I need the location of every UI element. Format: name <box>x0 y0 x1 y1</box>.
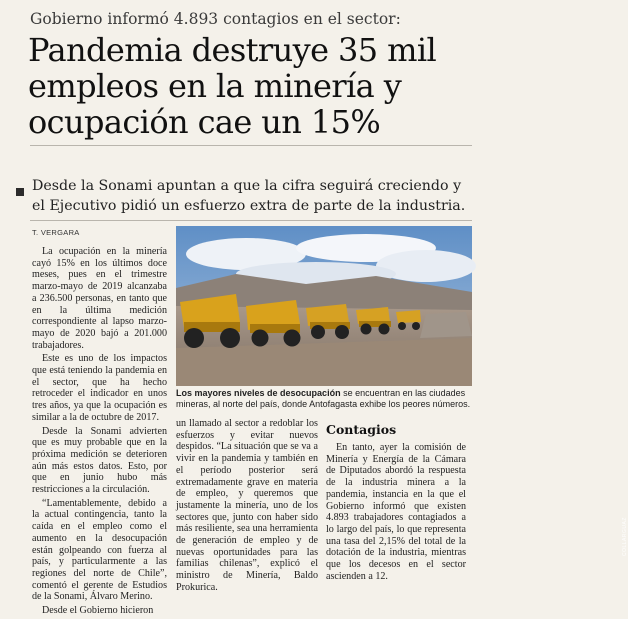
byline: T. VERGARA <box>32 228 80 237</box>
photo-credit: COLLARGUAZ <box>622 517 628 556</box>
paragraph: Este es uno de los impactos que está teniendo la pandemia en el sector, que ha hecho retroceder el indicador en unos tres años, ya que la ocupación es similar a la de octubre de 2017. <box>32 353 167 423</box>
body-column-2 <box>176 418 318 596</box>
divider <box>30 145 472 146</box>
paragraph: En tanto, ayer la comisión de Minería y Energía de la Cámara de Diputados abordó la respuesta de la industria minera a la pandemia, instancia en la que el Gobierno informó que existen 4.893 trabajadores contagiados a lo largo del país, lo que representa una tasa del 2,15% del total de la dotación de la industria, mientras que los decesos en el sector ascienden a 12. <box>326 442 466 582</box>
divider <box>30 220 472 221</box>
paragraph: Desde la Sonami advierten que es muy probable que en la próxima medición se deterioren aún más estos datos. Esto, por que en junio hubo más restricciones a la circulación. <box>32 425 167 496</box>
section-subhead: Contagios <box>326 422 397 437</box>
paragraph: “Lamentablemente, debido a la actual contingencia, tanto la caída en el empleo como el aumento en la desocupación están golpeando con fuerza al país, y particularmente a las regiones del norte de Chile”, comentó el gerente de Estudios de la Sonami, Álvaro Merino. <box>32 497 167 603</box>
article-kicker: Gobierno informó 4.893 contagios en el sector: <box>30 10 401 28</box>
mining-trucks-illustration <box>176 226 472 386</box>
caption-text: se encuentran en las ciudades mineras, al norte del país, donde Antofagasta exhibe los peores números. <box>176 388 471 409</box>
body-column-1 <box>32 246 167 619</box>
caption-bold: Los mayores niveles de desocupación <box>176 388 341 398</box>
body-column-3 <box>326 442 466 584</box>
paragraph: La ocupación en la minería cayó 15% en los últimos doce meses, pues en el trimestre marzo-mayo de 2019 alcanzaba a 236.500 personas, en tanto que en la última medición correspondiente al lapso marzo-mayo de 2020 bajó a 201.000 trabajadores. <box>32 246 167 351</box>
deck-bullet-icon <box>16 188 24 196</box>
article-headline: Pandemia destruye 35 mil empleos en la minería y ocupación cae un 15% <box>28 31 437 141</box>
paragraph: un llamado al sector a redoblar los esfuerzos y evitar nuevos despidos. “La situación que se va a vivir en la pandemia y también en el período posterior será extremadamente grave en materia de empleo, y queremos que justamente la minería, uno de los sectores que, junto con haber sido más resiliente, sea una herramienta de generación de empleo y de nuevas oportunidades para las familias chilenas”, explicó el ministro de Minería, Baldo Prokurica. <box>176 418 318 593</box>
photo-caption <box>176 388 472 410</box>
article-deck: Desde la Sonami apuntan a que la cifra seguirá creciendo y el Ejecutivo pidió un esfuerzo extra de parte de la industria. <box>32 178 466 214</box>
paragraph: Desde el Gobierno hicieron <box>42 605 154 617</box>
